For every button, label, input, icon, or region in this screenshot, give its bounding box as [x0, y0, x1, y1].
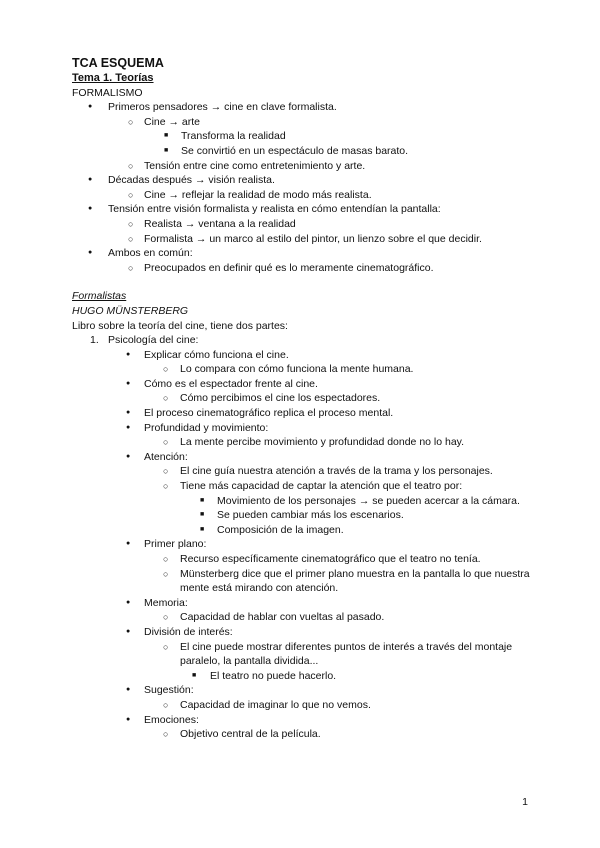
list-item: ○ Tiene más capacidad de captar la atención que el teatro por: ■ Movimiento de los personajes → se pueden acercar a la cámara. ■ Se pueden cambiar más los escenarios. ■ Composición de la imagen. [72, 479, 542, 537]
list-item: ■ Se convirtió en un espectáculo de masas barato. [72, 144, 542, 159]
list-item: ● Primeros pensadores → cine en clave formalista. ○ Cine → arte ■ Transforma la realidad ■ Se convirtió en un espectáculo de masas barato. ○ Tensión entre cine como entretenimiento y arte. [72, 100, 542, 173]
section-heading-formalismo: FORMALISMO [72, 86, 143, 99]
list-item: ○ El cine puede mostrar diferentes puntos de interés a través del montaje paralelo, la pantalla dividida... ■ El teatro no puede hacerlo. [72, 640, 542, 684]
topic-heading: Tema 1. Teorías [72, 72, 154, 84]
list-item: ● Primer plano: ○ Recurso específicamente cinematográfico que el teatro no tenía. ○ Münsterberg dice que el primer plano muestra en la pantalla lo que nuestra mente está mirando con atención. [72, 537, 542, 595]
document-body [72, 56, 542, 742]
list-item: ○ Cine → arte ■ Transforma la realidad ■ Se convirtió en un espectáculo de masas barato. [72, 115, 542, 159]
list-item: ● Emociones: ○ Objetivo central de la película. [72, 713, 542, 742]
list-item: ● Explicar cómo funciona el cine. ○ Lo compara con cómo funciona la mente humana. [72, 348, 542, 377]
formalistas-heading: Formalistas [72, 290, 127, 303]
formalismo-list [72, 100, 542, 275]
list-item: ○ Capacidad de imaginar lo que no vemos. [72, 698, 542, 713]
list-item: ● Atención: ○ El cine guía nuestra atención a través de la trama y los personajes. ○ Tiene más capacidad de captar la atención que el teatro por: ■ Movimiento de los personajes → se pueden acercar a la cámara. ■ Se pueden cambiar más los escenarios. ■ Composición de la imagen. [72, 450, 542, 538]
book-parts-list [72, 333, 542, 742]
list-item: ■ Movimiento de los personajes → se pueden acercar a la cámara. [72, 494, 542, 509]
list-item [72, 333, 542, 742]
list-item: ● División de interés: ○ El cine puede mostrar diferentes puntos de interés a través del montaje paralelo, la pantalla dividida... ■ El teatro no puede hacerlo. [72, 625, 542, 683]
page-number: 1 [522, 796, 528, 808]
list-item: ● Décadas después → visión realista. ○ Cine → reflejar la realidad de modo más realista. [72, 173, 542, 202]
list-item: ● Memoria: ○ Capacidad de hablar con vueltas al pasado. [72, 596, 542, 625]
list-item: ○ Capacidad de hablar con vueltas al pasado. [72, 610, 542, 625]
list-item: ○ Tensión entre cine como entretenimiento y arte. [72, 159, 542, 174]
author-heading: HUGO MÜNSTERBERG [72, 304, 189, 317]
list-item: ○ Münsterberg dice que el primer plano muestra en la pantalla lo que nuestra mente está mirando con atención. [72, 567, 542, 596]
list-item: ● Tensión entre visión formalista y realista en cómo entendían la pantalla: ○ Realista → ventana a la realidad ○ Formalista → un marco al estilo del pintor, un lienzo sobre el que decidir. [72, 202, 542, 246]
book-intro: Libro sobre la teoría del cine, tiene dos partes: [72, 319, 288, 332]
list-item: ○ Objetivo central de la película. [72, 727, 542, 742]
list-item: ■ Transforma la realidad [72, 129, 542, 144]
list-item: ■ Se pueden cambiar más los escenarios. [72, 508, 542, 523]
list-item: ○ Cine → reflejar la realidad de modo más realista. [72, 188, 542, 203]
list-item: ● El proceso cinematográfico replica el proceso mental. [72, 406, 542, 421]
list-item: ■ Composición de la imagen. [72, 523, 542, 538]
list-item: ○ Formalista → un marco al estilo del pintor, un lienzo sobre el que decidir. [72, 232, 542, 247]
list-item: ■ El teatro no puede hacerlo. [72, 669, 542, 684]
list-item: ○ Preocupados en definir qué es lo meramente cinematográfico. [72, 261, 542, 276]
doc-title: TCA ESQUEMA [72, 56, 164, 70]
list-item: ○ Recurso específicamente cinematográfico que el teatro no tenía. [72, 552, 542, 567]
part-number: 1. [90, 334, 99, 347]
part-title: Psicología del cine: [108, 334, 199, 347]
list-item: ○ Cómo percibimos el cine los espectadores. [72, 391, 542, 406]
list-item: ● Cómo es el espectador frente al cine. ○ Cómo percibimos el cine los espectadores. [72, 377, 542, 406]
list-item: ● Sugestión: ○ Capacidad de imaginar lo que no vemos. [72, 683, 542, 712]
list-item: ● Profundidad y movimiento: ○ La mente percibe movimiento y profundidad donde no lo hay. [72, 421, 542, 450]
list-item: ○ Realista → ventana a la realidad [72, 217, 542, 232]
list-item: ○ La mente percibe movimiento y profundidad donde no lo hay. [72, 435, 542, 450]
list-item: ● Ambos en común: ○ Preocupados en definir qué es lo meramente cinematográfico. [72, 246, 542, 275]
list-item: ○ Lo compara con cómo funciona la mente humana. [72, 362, 542, 377]
list-item: ○ El cine guía nuestra atención a través de la trama y los personajes. [72, 464, 542, 479]
